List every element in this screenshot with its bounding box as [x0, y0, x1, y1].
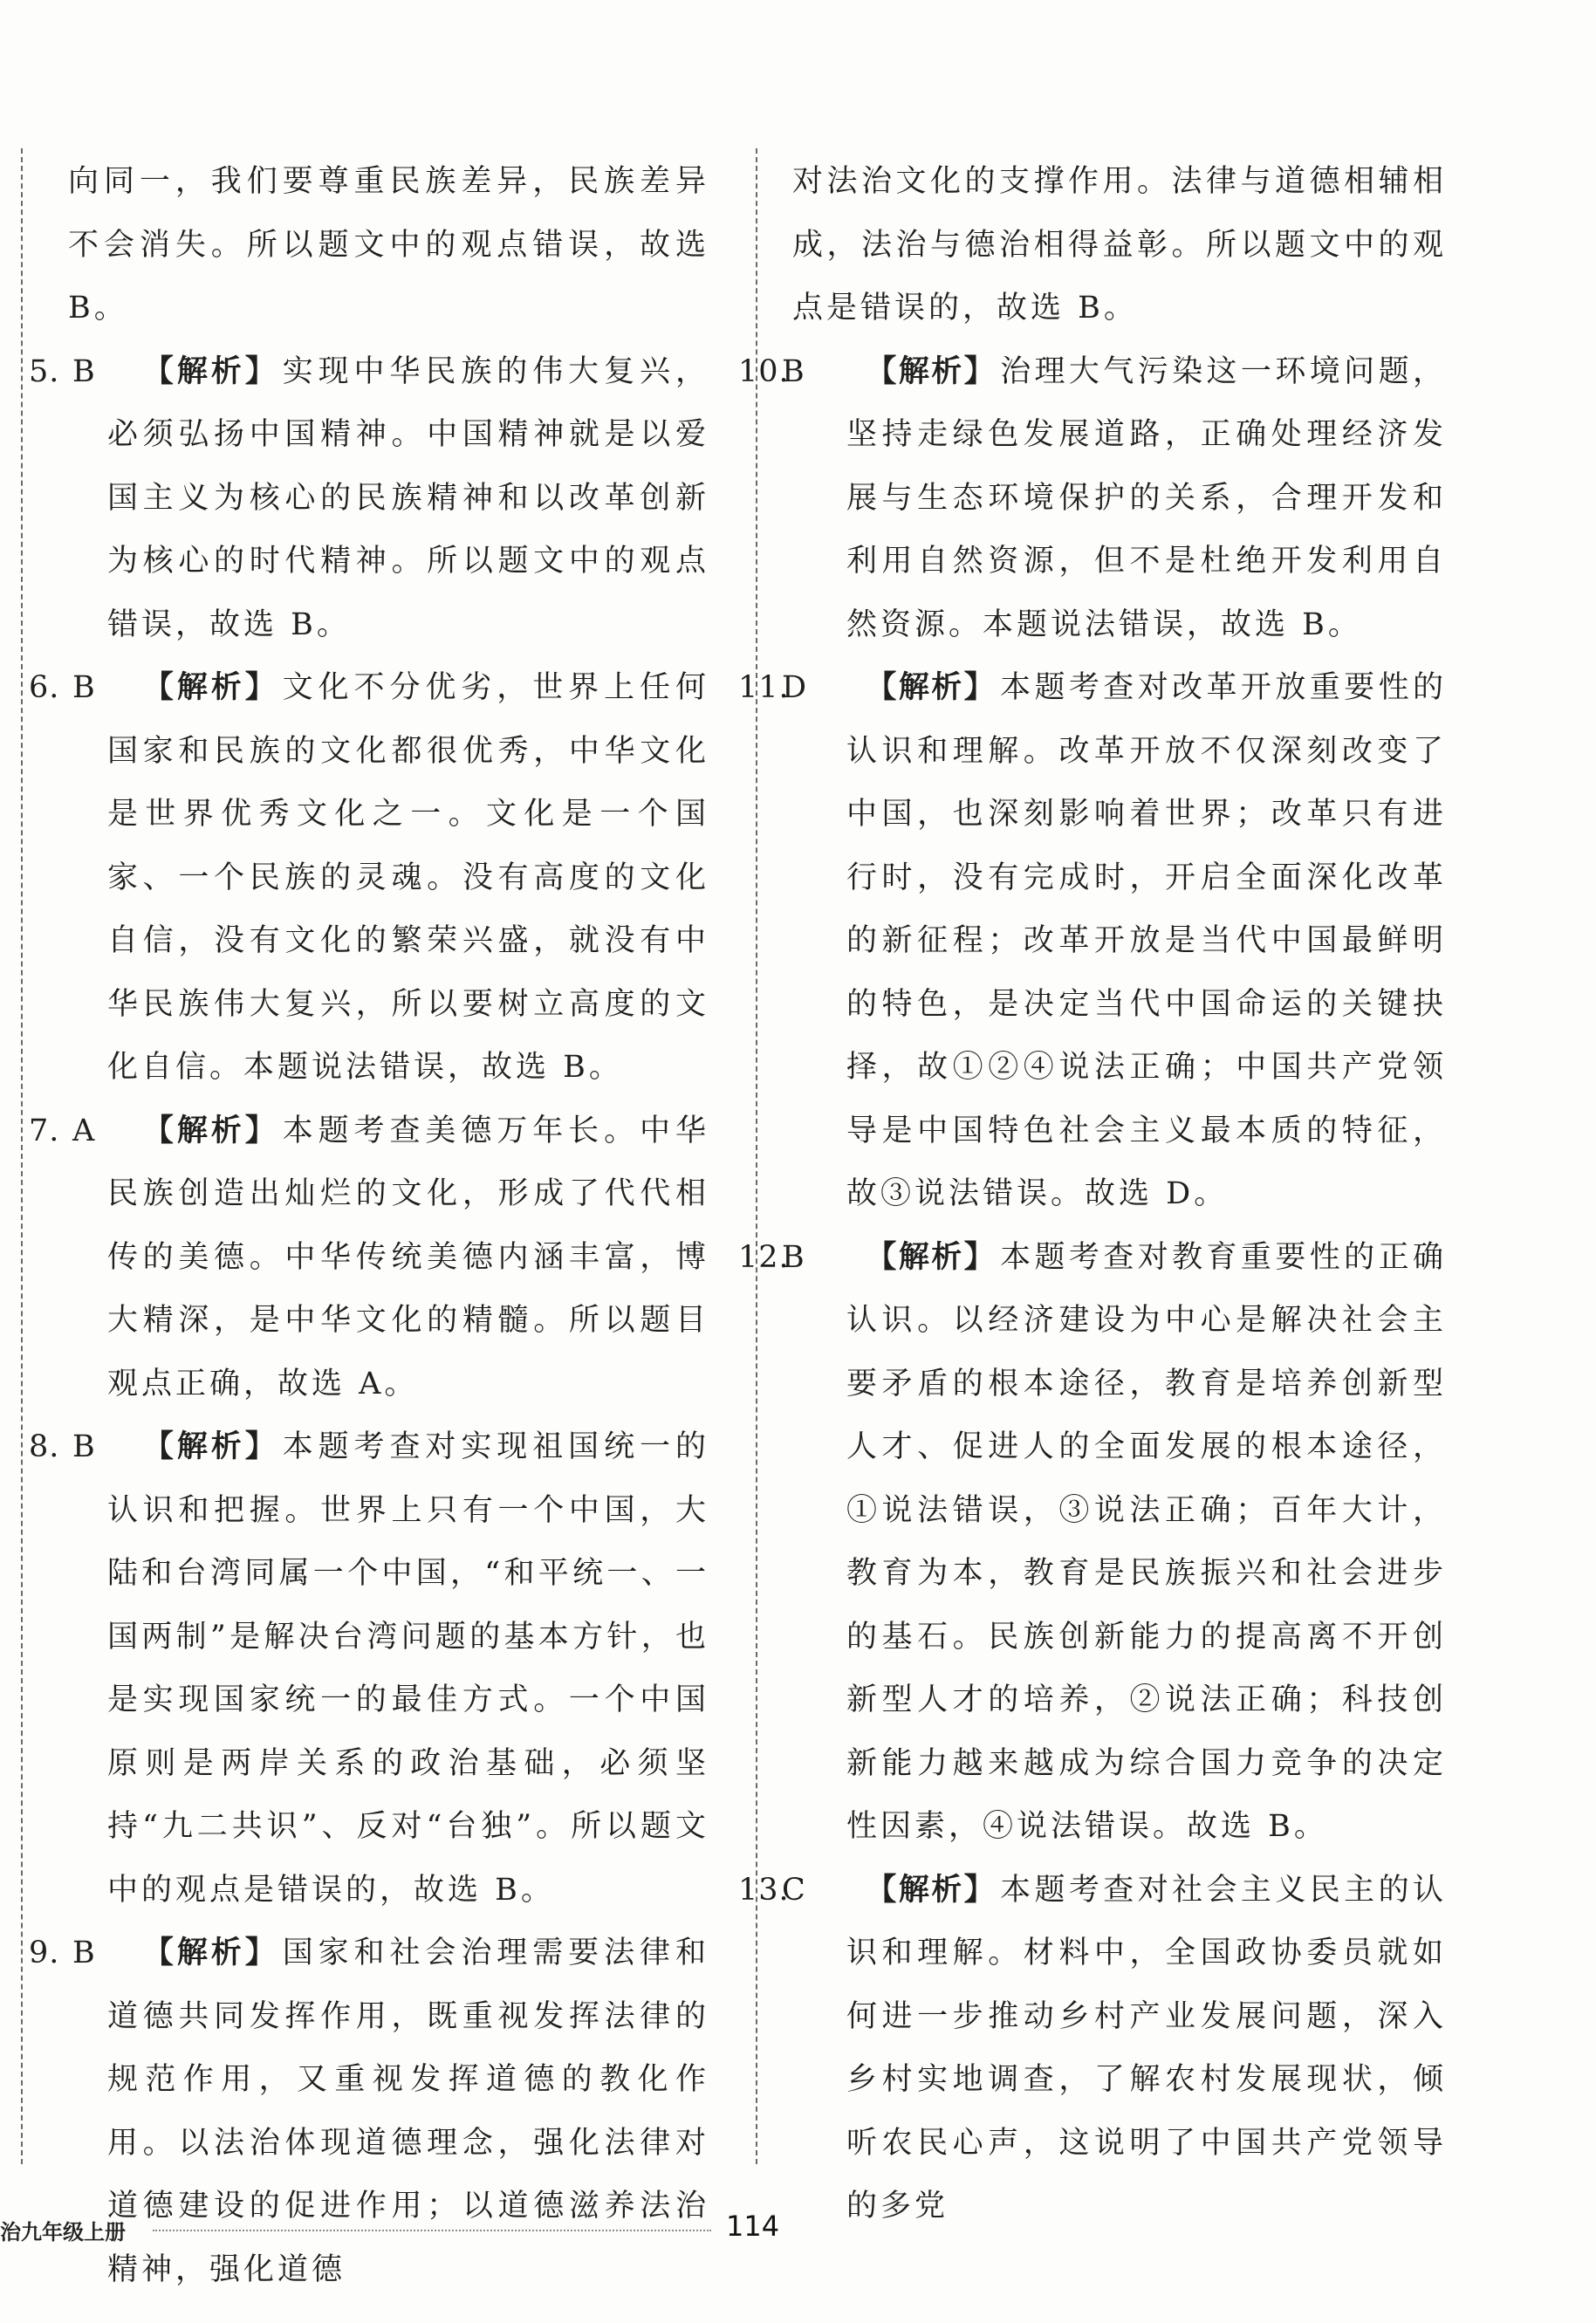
answer-item-9: 9. B 【解析】 国家和社会治理需要法律和道德共同发挥作用，既重视发挥法律的规范作用，又重视发挥道德的教化作用。以法治体现道德理念，强化法律对道德建设的促进作用；以道德滋养法治精神，强化道德: [29, 1936, 709, 2287]
answer-item-10: 10.B 【解析】 治理大气污染这一环境问题，坚持走绿色发展道路，正确处理经济发展与生态环境保护的关系，合理开发和利用自然资源，但不是杜绝开发利用自然资源。本题说法错误，故选 B。: [738, 353, 1447, 642]
answer-item-6: 6. B 【解析】 文化不分优劣，世界上任何国家和民族的文化都很优秀，中华文化是世界优秀文化之一。文化是一个国家、一个民族的灵魂。没有高度的文化自信，没有文化的繁荣兴盛，就没有中华民族伟大复兴，所以要树立高度的文化自信。本题说法错误，故选 B。: [29, 670, 709, 1085]
answer-item-13: 13.C 【解析】 本题考查对社会主义民主的认识和理解。材料中，全国政协委员就如何进一步推动乡村产业发展问题，深入乡村实地调查，了解农村发展现状，倾听农民心声，这说明了中国共产党领导的多党: [738, 1872, 1447, 2224]
answer-item-11: 11.D 【解析】 本题考查对改革开放重要性的认识和理解。改革开放不仅深刻改变了中国，也深刻影响着世界；改革只有进行时，没有完成时，开启全面深化改革的新征程；改革开放是当代中国最鲜明的特色，是决定当代中国命运的关键抉择，故①②④说法正确；中国共产党领导是中国特色社会主义最本质的特征，故③说法错误。故选 D。: [738, 670, 1447, 1211]
binding-cut-line: [21, 148, 28, 2164]
page-footer: [0, 2208, 1596, 2251]
answer-continuation: 对法治文化的支撑作用。法律与道德相辅相成，法治与德治相得益彰。所以题文中的观点是错误的，故选 B。: [792, 164, 1447, 325]
book-title: 治九年级上册: [0, 2220, 126, 2244]
answer-continuation: 向同一，我们要尊重民族差异，民族差异不会消失。所以题文中的观点错误，故选 B。: [68, 164, 709, 325]
answer-item-7: 7. A 【解析】 本题考查美德万年长。中华民族创造出灿烂的文化，形成了代代相传的美德。中华传统美德内涵丰富，博大精深，是中华文化的精髓。所以题目观点正确，故选 A。: [29, 1113, 709, 1401]
answer-item-5: 5. B 【解析】 实现中华民族的伟大复兴，必须弘扬中国精神。中国精神就是以爱国主义为核心的民族精神和以改革创新为核心的时代精神。所以题文中的观点错误，故选 B。: [29, 353, 709, 642]
answer-item-8: 8. B 【解析】 本题考查对实现祖国统一的认识和把握。世界上只有一个中国，大陆和台湾同属一个中国，“和平统一、一国两制”是解决台湾问题的基本方针，也是实现国家统一的最佳方式。一个中国原则是两岸关系的政治基础，必须坚持“九二共识”、反对“台独”。所以题文中的观点是错误的，故选 B。: [29, 1429, 709, 1908]
page-number: 114: [726, 2210, 780, 2243]
footer-dotted-rule: [153, 2230, 711, 2231]
answer-item-12: 12.B 【解析】 本题考查对教育重要性的正确认识。以经济建设为中心是解决社会主要矛盾的根本途径，教育是培养创新型人才、促进人的全面发展的根本途径，①说法错误，③说法正确；百年大计，教育为本，教育是民族振兴和社会进步的基石。民族创新能力的提高离不开创新型人才的培养，②说法正确；科技创新能力越来越成为综合国力竞争的决定性因素，④说法错误。故选 B。: [738, 1239, 1447, 1844]
